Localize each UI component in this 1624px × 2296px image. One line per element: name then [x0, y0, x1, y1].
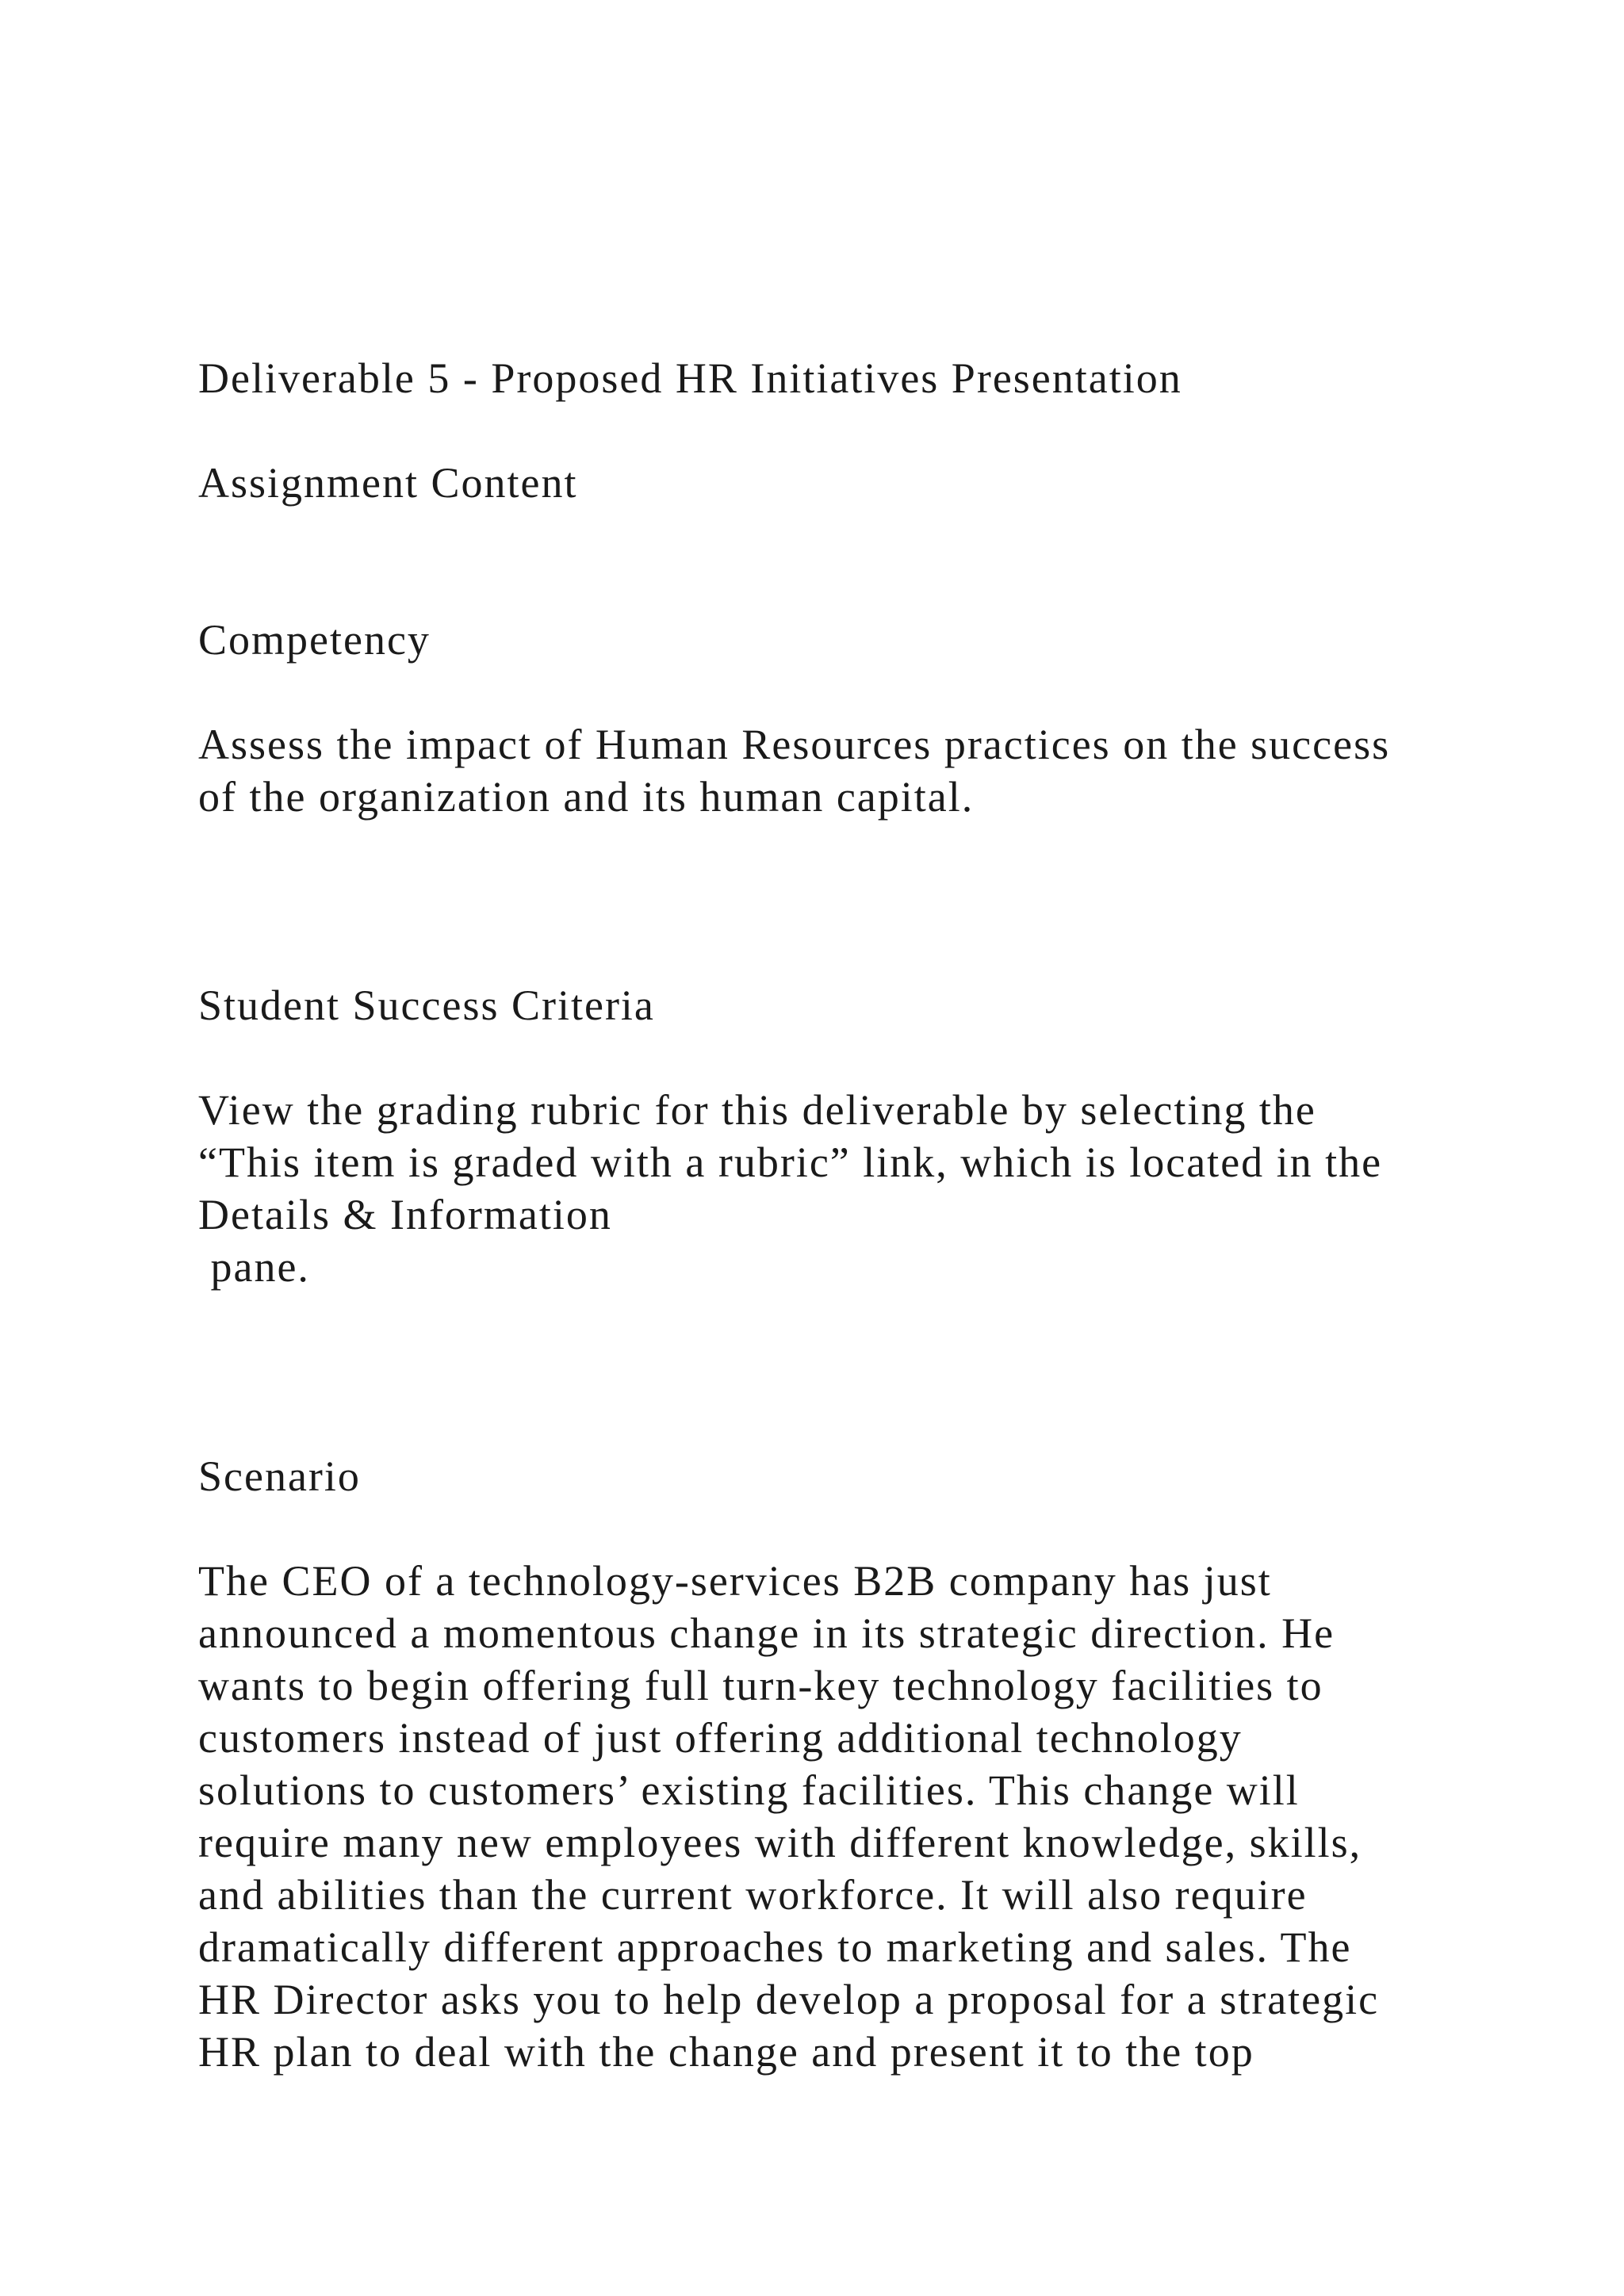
scenario-heading: Scenario	[198, 1452, 361, 1500]
scenario-text-line: solutions to customers’ existing facilities. This change will	[198, 1766, 1300, 1814]
success-criteria-text-line: “This item is graded with a rubric” link, which is located in the	[198, 1138, 1383, 1186]
scenario-text-line: The CEO of a technology-services B2B company has just	[198, 1557, 1272, 1605]
success-criteria-text-line: View the grading rubric for this deliverable by selecting the	[198, 1086, 1316, 1134]
document-title: Deliverable 5 - Proposed HR Initiatives Presentation	[198, 354, 1182, 402]
scenario-text-line: and abilities than the current workforce. It will also require	[198, 1871, 1308, 1919]
success-criteria-text-line: pane.	[198, 1243, 310, 1291]
competency-text-line: of the organization and its human capital.	[198, 773, 975, 821]
scenario-text-line: customers instead of just offering additional technology	[198, 1714, 1243, 1762]
scenario-text-line: HR plan to deal with the change and present it to the top	[198, 2028, 1254, 2076]
scenario-text-line: HR Director asks you to help develop a proposal for a strategic	[198, 1976, 1380, 2023]
scenario-text-line: require many new employees with different knowledge, skills,	[198, 1819, 1362, 1866]
success-criteria-heading: Student Success Criteria	[198, 982, 655, 1029]
competency-text-line: Assess the impact of Human Resources practices on the success	[198, 721, 1391, 768]
scenario-text-line: wants to begin offering full turn-key technology facilities to	[198, 1662, 1323, 1709]
scenario-text-line: announced a momentous change in its strategic direction. He	[198, 1609, 1335, 1657]
scenario-text-line: dramatically different approaches to marketing and sales. The	[198, 1923, 1352, 1971]
success-criteria-text-line: Details & Information	[198, 1191, 612, 1238]
competency-heading: Competency	[198, 616, 431, 664]
assignment-content-heading: Assignment Content	[198, 459, 578, 507]
